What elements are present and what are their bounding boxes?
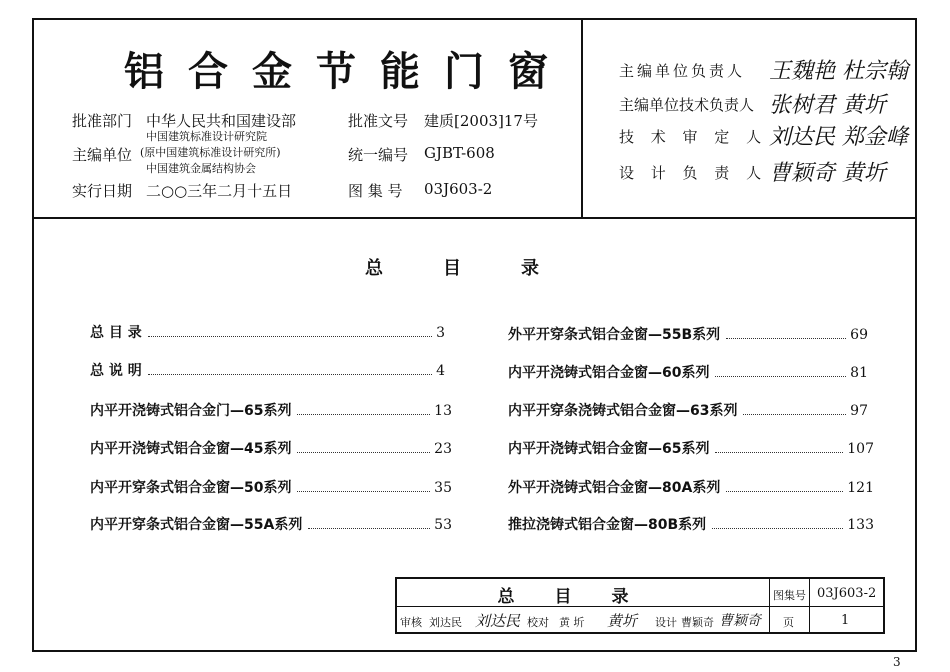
leader-dots [297, 491, 430, 492]
tb-page-label: 页 [783, 616, 794, 629]
toc-item-6[interactable] [90, 514, 452, 536]
tb-design-signature: 曹颖奇 [719, 613, 761, 629]
toc-item-label: 内平开穿条式铝合金窗—55A系列 [90, 517, 303, 533]
header-divider [34, 217, 915, 219]
toc-item-label: 总 说 明 [90, 363, 142, 379]
toc-item-label: 总 目 录 [90, 325, 142, 341]
toc-title: 总目录 [365, 258, 599, 279]
editor-unit-line-2: (原中国建筑标准设计研究所) [140, 146, 281, 159]
leader-dots [308, 528, 430, 529]
tb-vline [769, 579, 770, 632]
impl-date-label: 实行日期 [72, 182, 133, 200]
unified-no: GJBT-608 [424, 144, 495, 162]
approval-dept-label: 批准部门 [72, 112, 133, 130]
toc-item-1[interactable] [90, 322, 445, 344]
signature-1: 王魏艳 杜宗翰 [769, 59, 908, 84]
toc-item-page: 53 [434, 517, 452, 533]
toc-item-8[interactable] [508, 362, 868, 384]
approval-no-label: 批准文号 [348, 112, 409, 130]
responsible-label-2: 主编单位技术负责人 [619, 96, 755, 114]
editor-unit-label: 主编单位 [72, 146, 133, 164]
tb-design-name: 曹颖奇 [681, 616, 714, 629]
tb-atlas-no: 03J603-2 [817, 586, 877, 601]
toc-item-page: 35 [434, 480, 452, 496]
tb-check-name: 黄 圻 [559, 616, 585, 629]
toc-item-12[interactable] [508, 514, 874, 536]
leader-dots [726, 491, 843, 492]
tb-vline [809, 579, 810, 632]
signature-2: 张树君 黄圻 [769, 93, 886, 118]
document-title: 铝合金节能门窗 [124, 49, 572, 95]
toc-item-label: 内平开穿条浇铸式铝合金窗—63系列 [508, 403, 738, 419]
tb-review-signature: 刘达民 [475, 612, 521, 630]
toc-item-10[interactable] [508, 438, 874, 460]
leader-dots [743, 414, 846, 415]
tb-review-label: 审核 [400, 616, 422, 629]
editor-unit-line-1: 中国建筑标准设计研究院 [146, 130, 267, 143]
toc-item-2[interactable] [90, 360, 445, 382]
toc-item-page: 107 [847, 441, 874, 457]
approval-no: 建质[2003]17号 [424, 112, 538, 130]
toc-item-page: 3 [436, 325, 445, 341]
responsible-label-3: 技 术 审 定 人 [619, 128, 768, 146]
toc-item-page: 69 [850, 327, 868, 343]
approval-dept: 中华人民共和国建设部 [146, 112, 297, 130]
unified-no-label: 统一编号 [348, 146, 409, 164]
toc-item-4[interactable] [90, 438, 452, 460]
signature-3: 刘达民 郑金峰 [769, 125, 908, 150]
toc-item-label: 内平开浇铸式铝合金门—65系列 [90, 403, 292, 419]
title-block [395, 577, 885, 634]
responsible-label-4: 设 计 负 责 人 [619, 164, 768, 182]
toc-item-page: 97 [850, 403, 868, 419]
toc-item-5[interactable] [90, 477, 452, 499]
page-number: 3 [893, 655, 901, 669]
tb-check-signature: 黄圻 [607, 612, 638, 630]
toc-item-9[interactable] [508, 400, 868, 422]
leader-dots [715, 376, 846, 377]
toc-item-label: 推拉浇铸式铝合金窗—80B系列 [508, 517, 707, 533]
leader-dots [148, 374, 432, 375]
toc-item-page: 121 [847, 480, 874, 496]
toc-item-page: 4 [436, 363, 445, 379]
toc-item-label: 内平开浇铸式铝合金窗—60系列 [508, 365, 710, 381]
leader-dots [726, 338, 846, 339]
tb-atlas-label: 图集号 [773, 589, 806, 602]
header-vertical-divider [581, 20, 583, 217]
toc-item-label: 内平开浇铸式铝合金窗—45系列 [90, 441, 292, 457]
editor-unit-line-3: 中国建筑金属结构协会 [146, 162, 256, 175]
atlas-no-label: 图 集 号 [348, 182, 403, 200]
leader-dots [712, 528, 843, 529]
toc-item-label: 内平开穿条式铝合金窗—50系列 [90, 480, 292, 496]
tb-design-label: 设计 [655, 616, 677, 629]
toc-item-page: 81 [850, 365, 868, 381]
toc-item-7[interactable] [508, 324, 868, 346]
toc-item-page: 13 [434, 403, 452, 419]
leader-dots [715, 452, 843, 453]
signature-4: 曹颖奇 黄圻 [769, 161, 886, 186]
tb-page-value: 1 [841, 613, 850, 628]
tb-review-name: 刘达民 [429, 616, 462, 629]
impl-date: 二○○三年二月十五日 [146, 182, 293, 200]
leader-dots [297, 414, 430, 415]
leader-dots [297, 452, 430, 453]
toc-item-3[interactable] [90, 400, 452, 422]
responsible-label-1: 主编单位负责人 [619, 62, 746, 80]
toc-item-label: 外平开穿条式铝合金窗—55B系列 [508, 327, 721, 343]
toc-item-page: 23 [434, 441, 452, 457]
toc-item-page: 133 [847, 517, 874, 533]
toc-item-label: 内平开浇铸式铝合金窗—65系列 [508, 441, 710, 457]
title-block-title: 总目录 [497, 587, 669, 607]
tb-check-label: 校对 [527, 616, 549, 629]
leader-dots [148, 336, 432, 337]
toc-item-11[interactable] [508, 477, 874, 499]
atlas-no: 03J603-2 [424, 180, 493, 198]
toc-item-label: 外平开浇铸式铝合金窗—80A系列 [508, 480, 721, 496]
